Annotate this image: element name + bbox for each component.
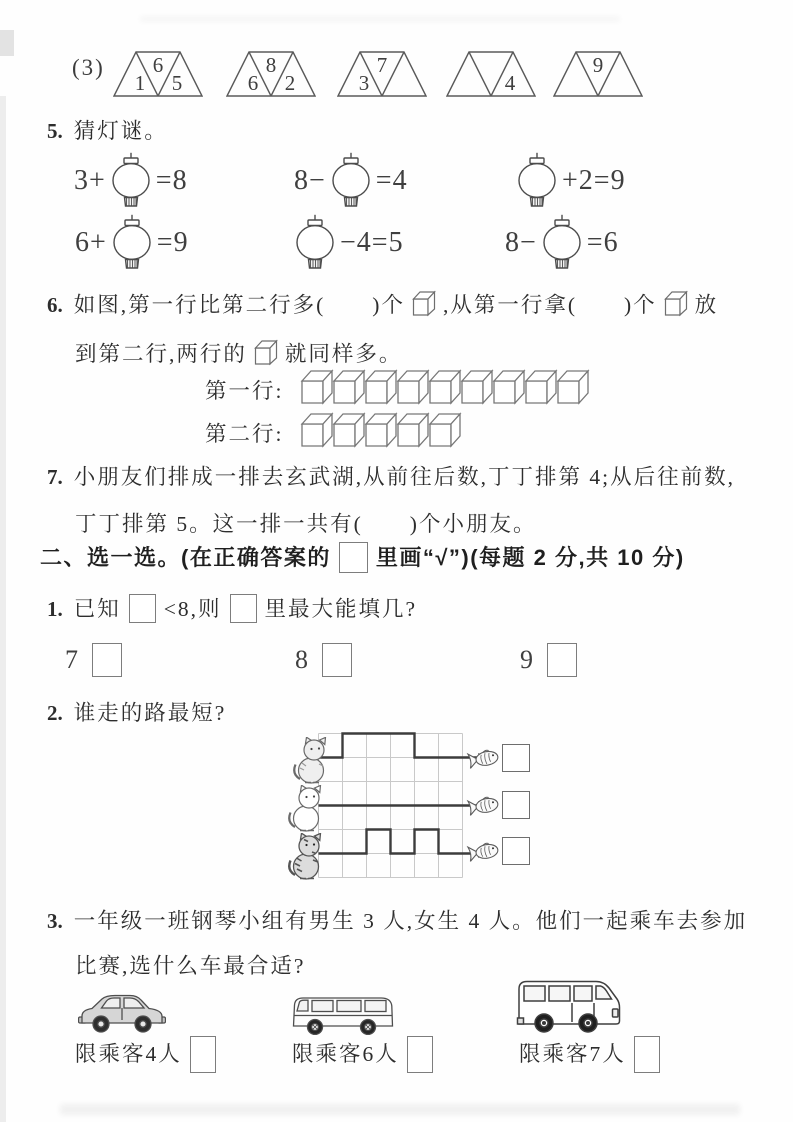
option-digit: 9 (520, 645, 533, 674)
s2q3-line1-text: 一年级一班钢琴小组有男生 3 人,女生 4 人。他们一起乘车去参加 (73, 909, 748, 933)
q6-line1-c: 放 (694, 293, 719, 317)
lantern-icon (288, 214, 342, 272)
vehicle-van-icon (291, 991, 395, 1035)
lantern-icon (510, 152, 564, 210)
fish-icon (466, 745, 500, 772)
cat-icon-white (288, 785, 324, 832)
q5-number: 5. (47, 119, 63, 143)
section2-title-b: 里画“√”)(每题 2 分,共 10 分) (375, 545, 685, 570)
s2q1-text-b: <8,则 (163, 597, 222, 621)
cube-icon (364, 368, 399, 405)
cube-icon (247, 348, 285, 365)
s2q1-option-8 (295, 643, 352, 677)
q6-line2-a: 到第二行,两行的 (75, 342, 247, 366)
cube-icon (405, 299, 443, 316)
equation-pre: 6+ (75, 227, 107, 258)
svg-text:5: 5 (171, 71, 183, 95)
fish-icon (466, 838, 500, 865)
q6-number: 6. (47, 293, 63, 317)
vehicle-label: 限乘客7人 (519, 1042, 626, 1066)
equation-pre: 3+ (74, 165, 106, 196)
route-diagram (283, 724, 543, 889)
equation-post: =6 (586, 227, 619, 258)
route-answer-box[interactable] (502, 837, 530, 865)
vehicle-car-icon (78, 987, 166, 1034)
equation-post: =8 (155, 165, 188, 196)
q7-number: 7. (47, 465, 63, 489)
s2q1-number: 1. (47, 597, 63, 621)
option-answer-box[interactable] (322, 643, 352, 677)
s2q2-text (47, 696, 226, 727)
equation-post: =4 (375, 165, 408, 196)
q5-equations (74, 150, 734, 280)
svg-text:7: 7 (376, 53, 388, 77)
q6-cube-row (300, 411, 460, 448)
section2-title-a: 二、选一选。(在正确答案的 (40, 545, 331, 570)
scan-artifact-corner (0, 30, 14, 56)
route-top-cat (319, 734, 480, 758)
lantern-icon (535, 214, 589, 272)
lantern-equation (294, 152, 408, 210)
s2q3-number: 3. (47, 909, 63, 933)
q5-title: 猜灯谜。 (73, 119, 168, 143)
scan-artifact-top (140, 16, 620, 22)
section2-title (40, 541, 780, 573)
s2q1-text-a: 已知 (73, 597, 121, 621)
svg-text:8: 8 (265, 53, 277, 77)
s2q2-question: 谁走的路最短? (73, 701, 227, 725)
q6-line2-b: 就同样多。 (284, 342, 403, 366)
cube-icon (396, 368, 431, 405)
blank-box (230, 594, 257, 623)
cube-icon (332, 368, 367, 405)
vehicle-option-van (292, 1037, 433, 1073)
cat-icon-striped (293, 737, 329, 784)
lantern-equation (75, 214, 189, 272)
q6-row-label: 第一行: (205, 379, 284, 403)
cube-icon (254, 339, 278, 366)
svg-text:2: 2 (284, 71, 296, 95)
option-answer-box[interactable] (92, 643, 122, 677)
cube-icon (364, 411, 399, 448)
lantern-equation (74, 152, 188, 210)
vehicle-answer-box[interactable] (634, 1036, 660, 1073)
cube-icon (556, 368, 591, 405)
cube-icon (332, 411, 367, 448)
equation-post: +2=9 (562, 165, 626, 196)
route-grid (318, 732, 490, 880)
q5-heading (47, 114, 168, 145)
equation-pre: 8− (505, 227, 537, 258)
lantern-equation (512, 152, 626, 210)
scan-artifact-bottom (60, 1104, 740, 1115)
option-answer-box[interactable] (547, 643, 577, 677)
q7-line1 (47, 455, 767, 502)
cube-icon (492, 368, 527, 405)
vehicle-bus-icon (516, 976, 624, 1033)
q6-line1-a: 如图,第一行比第二行多( )个 (73, 293, 405, 317)
triangle-puzzle (226, 51, 316, 98)
lantern-icon (324, 152, 378, 210)
s2q1-option-7 (65, 643, 122, 677)
route-answer-box[interactable] (502, 744, 530, 772)
blank-box (129, 594, 156, 623)
svg-text:3: 3 (358, 71, 370, 95)
triangle-puzzle (113, 51, 203, 98)
cube-icon (664, 290, 688, 317)
lantern-equation (290, 214, 404, 272)
svg-text:6: 6 (152, 53, 164, 77)
lantern-icon (104, 152, 158, 210)
cube-icon (657, 299, 695, 316)
vehicle-label: 限乘客6人 (292, 1042, 399, 1066)
cube-icon (300, 411, 335, 448)
cube-icon (412, 290, 436, 317)
triangle-puzzle (337, 51, 427, 98)
equation-post: =9 (156, 227, 189, 258)
item3-triangle-row (72, 51, 722, 101)
q7-line1-text: 小朋友们排成一排去玄武湖,从前往后数,丁丁排第 4;从后往前数, (73, 465, 735, 489)
q7-line2-text: 丁丁排第 5。这一排一共有( )个小朋友。 (75, 512, 537, 536)
triangle-puzzle (446, 51, 536, 98)
vehicle-option-bus (519, 1037, 660, 1073)
q6-cube-rows (205, 366, 588, 452)
cube-icon (460, 368, 495, 405)
route-answer-box[interactable] (502, 791, 530, 819)
s2q3-line2 (47, 945, 767, 990)
cube-icon (396, 411, 431, 448)
svg-text:4: 4 (504, 71, 516, 95)
vehicle-answer-box[interactable] (190, 1036, 216, 1073)
s2q3-text (47, 900, 767, 990)
s2q3-line1 (47, 900, 767, 945)
vehicle-option-car (75, 1037, 216, 1073)
vehicle-label: 限乘客4人 (75, 1042, 182, 1066)
cat-icon-dark-striped (287, 833, 325, 880)
vehicle-answer-box[interactable] (407, 1036, 433, 1073)
scan-artifact-left-strip (0, 96, 6, 1122)
svg-text:9: 9 (592, 53, 604, 77)
option-digit: 8 (295, 645, 308, 674)
q6-row-2 (205, 409, 588, 448)
lantern-equation (505, 214, 619, 272)
q6-cube-row (300, 368, 588, 405)
q6-line1-b: ,从第一行拿( )个 (442, 293, 657, 317)
s2q2-number: 2. (47, 701, 63, 725)
s2q1-text-c: 里最大能填几? (264, 597, 418, 621)
option-digit: 7 (65, 645, 78, 674)
s2q3-line2-text: 比赛,选什么车最合适? (75, 954, 306, 978)
svg-text:6: 6 (247, 71, 259, 95)
q6-text-line1 (47, 282, 767, 331)
cube-icon (428, 368, 463, 405)
q7-text (47, 455, 767, 549)
s2q1-option-9 (520, 643, 577, 677)
equation-pre: 8− (294, 165, 326, 196)
cube-icon (428, 411, 463, 448)
equation-post: −4=5 (340, 227, 404, 258)
triangle-puzzle (553, 51, 643, 98)
cube-icon (300, 368, 335, 405)
fish-icon (466, 792, 500, 819)
s2q1-text (47, 592, 417, 623)
cube-icon (524, 368, 559, 405)
example-answer-box (339, 542, 368, 573)
lantern-icon (105, 214, 159, 272)
q6-row-label: 第二行: (205, 422, 284, 446)
item3-label: (3) (72, 55, 105, 80)
q6-row-1 (205, 366, 588, 405)
svg-text:1: 1 (134, 71, 146, 95)
